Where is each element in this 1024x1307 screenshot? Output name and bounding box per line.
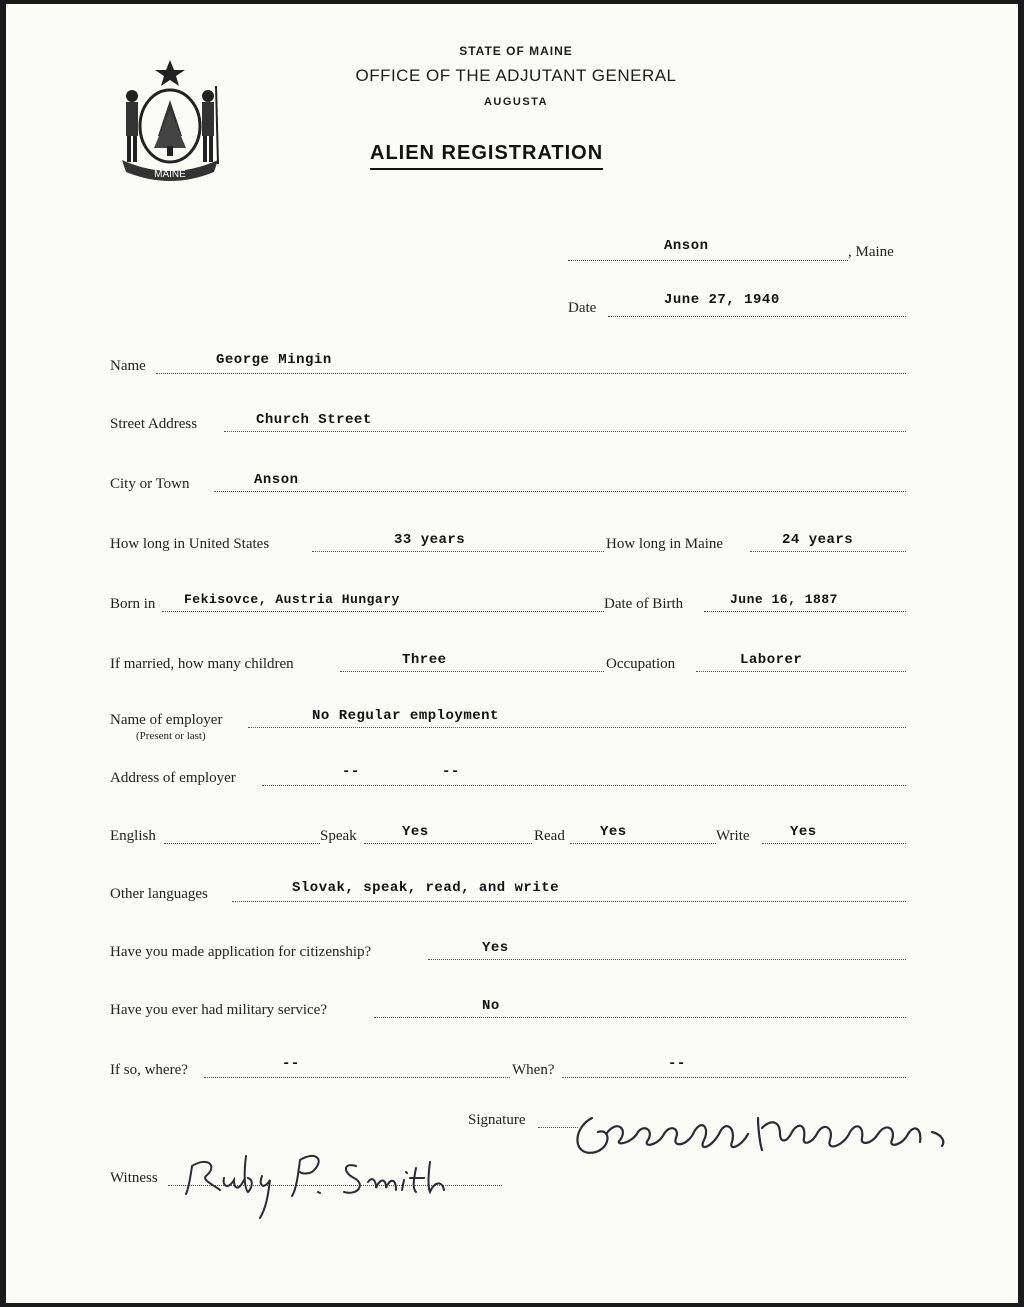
- occupation-value: Laborer: [740, 652, 803, 668]
- citizenship-value: Yes: [482, 940, 509, 956]
- header-state: STATE OF MAINE: [459, 44, 573, 58]
- where-dotted-line: [204, 1077, 510, 1078]
- military-value: No: [482, 998, 500, 1014]
- header-city: AUGUSTA: [483, 96, 549, 108]
- years-in-us-value: 33 years: [394, 532, 466, 548]
- years-in-maine-value: 24 years: [782, 532, 854, 548]
- seal-banner-text: MAINE: [154, 169, 186, 180]
- speak-label: Speak: [320, 828, 357, 844]
- employer-name-label: Name of employer: [110, 712, 223, 728]
- other-languages-dotted-line: [232, 901, 906, 902]
- employer-address-value-2: --: [442, 764, 460, 780]
- read-value: Yes: [600, 824, 627, 840]
- name-label: Name: [110, 358, 146, 374]
- years-in-us-label: How long in United States: [110, 536, 270, 552]
- read-dotted-line: [570, 843, 716, 844]
- occupation-label: Occupation: [606, 656, 676, 672]
- years-in-maine-label: How long in Maine: [606, 536, 724, 552]
- when-dotted-line: [562, 1077, 906, 1078]
- employer-address-value-1: --: [342, 764, 360, 780]
- date-label: Date: [568, 300, 597, 316]
- witness-signature: [172, 1136, 502, 1222]
- header-office: OFFICE OF THE ADJUTANT GENERAL: [355, 66, 677, 85]
- years-in-us-dotted-line: [312, 551, 604, 552]
- city-value: Anson: [254, 472, 299, 488]
- english-dotted-line: [164, 843, 320, 844]
- speak-dotted-line: [364, 843, 532, 844]
- signature-label: Signature: [468, 1112, 526, 1128]
- when-value: --: [668, 1056, 686, 1072]
- military-dotted-line: [374, 1017, 906, 1018]
- other-languages-label: Other languages: [110, 886, 208, 902]
- write-value: Yes: [790, 824, 817, 840]
- date-of-birth-label: Date of Birth: [604, 596, 684, 612]
- occupation-dotted-line: [696, 671, 906, 672]
- applicant-signature: [562, 1088, 962, 1168]
- street-address-label: Street Address: [110, 416, 198, 432]
- maine-state-seal-icon: [112, 56, 232, 186]
- date-dotted-line: [608, 316, 906, 317]
- write-dotted-line: [762, 843, 906, 844]
- other-languages-value: Slovak, speak, read, and write: [292, 880, 560, 896]
- street-address-value: Church Street: [256, 412, 372, 428]
- date-of-birth-dotted-line: [704, 611, 906, 612]
- location-town-value: Anson: [664, 238, 709, 254]
- born-in-dotted-line: [162, 611, 604, 612]
- name-value: George Mingin: [216, 352, 332, 368]
- children-value: Three: [402, 652, 447, 668]
- when-label: When?: [512, 1062, 555, 1078]
- date-value: June 27, 1940: [664, 292, 780, 308]
- location-state-label: , Maine: [848, 244, 894, 260]
- english-label: English: [110, 828, 156, 844]
- city-dotted-line: [214, 491, 906, 492]
- registration-form: [6, 4, 1018, 1303]
- employer-name-sublabel: (Present or last): [136, 730, 206, 742]
- where-label: If so, where?: [110, 1062, 188, 1078]
- date-of-birth-value: June 16, 1887: [730, 592, 838, 607]
- form-title: ALIEN REGISTRATION: [370, 142, 603, 170]
- children-dotted-line: [340, 671, 604, 672]
- born-in-value: Fekisovce, Austria Hungary: [184, 592, 400, 607]
- years-in-maine-dotted-line: [750, 551, 906, 552]
- citizenship-label: Have you made application for citizenship?: [110, 944, 372, 960]
- citizenship-dotted-line: [428, 959, 906, 960]
- location-dotted-line: [568, 260, 848, 261]
- write-label: Write: [716, 828, 750, 844]
- military-label: Have you ever had military service?: [110, 1002, 327, 1018]
- witness-label: Witness: [110, 1170, 158, 1186]
- born-in-label: Born in: [110, 596, 156, 612]
- street-address-dotted-line: [224, 431, 906, 432]
- employer-name-dotted-line: [248, 727, 906, 728]
- speak-value: Yes: [402, 824, 429, 840]
- children-label: If married, how many children: [110, 656, 294, 672]
- employer-name-value: No Regular employment: [312, 708, 499, 724]
- employer-address-label: Address of employer: [110, 770, 236, 786]
- name-dotted-line: [156, 373, 906, 374]
- read-label: Read: [534, 828, 565, 844]
- city-label: City or Town: [110, 476, 190, 492]
- where-value: --: [282, 1056, 300, 1072]
- employer-address-dotted-line: [262, 785, 906, 786]
